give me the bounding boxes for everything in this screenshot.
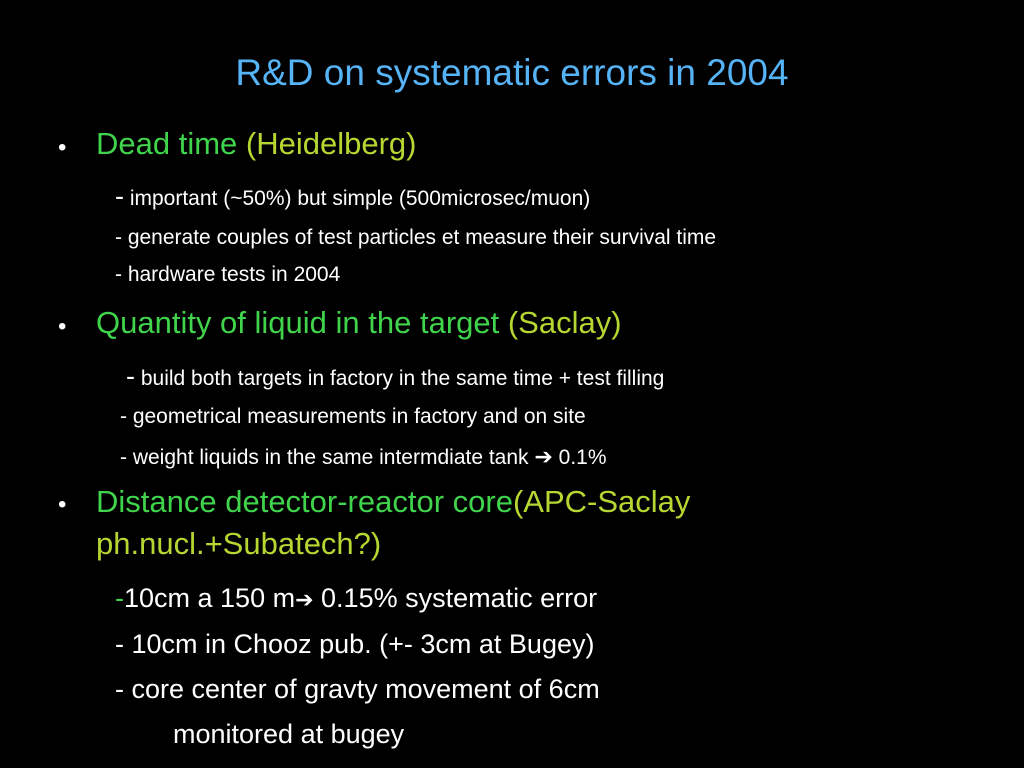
bullet-dead-time xyxy=(96,126,417,162)
bullet-heading: Distance detector-reactor core xyxy=(96,484,513,519)
bullet-lab: (APC-Saclay xyxy=(512,484,691,519)
sub-text: important (~50%) but simple (500microsec/muon) xyxy=(124,187,591,210)
sub-text: build both targets in factory in the same time + test filling xyxy=(135,367,665,390)
arrow-icon: ➔ xyxy=(534,444,553,469)
bullet-heading: Quantity of liquid in the target xyxy=(96,305,500,340)
sub-item: monitored at bugey xyxy=(173,719,405,749)
bullet-heading: Dead time xyxy=(96,126,238,161)
sub-text: 10cm a 150 m xyxy=(124,583,296,613)
sub-text: - weight liquids in the same intermdiate tank xyxy=(120,446,535,469)
sub-text: 0.1% xyxy=(552,446,607,469)
sub-item: - hardware tests in 2004 xyxy=(115,263,341,286)
sub-item xyxy=(120,444,607,470)
sub-text: 0.15% systematic error xyxy=(313,583,598,613)
sub-item xyxy=(115,583,597,614)
sub-item: - core center of gravty movement of 6cm xyxy=(115,674,600,704)
bullet-lab: (Saclay) xyxy=(499,305,622,340)
bullet-lab-continued: ph.nucl.+Subatech?) xyxy=(96,526,382,561)
sub-dash: - xyxy=(126,361,135,391)
sub-dash: - xyxy=(115,181,124,211)
sub-dash: - xyxy=(115,583,124,613)
bullet-marker: • xyxy=(58,313,67,340)
slide-title: R&D on systematic errors in 2004 xyxy=(235,52,789,93)
bullet-lab: (Heidelberg) xyxy=(237,126,417,161)
sub-item: - 10cm in Chooz pub. (+- 3cm at Bugey) xyxy=(115,629,595,659)
sub-item: - geometrical measurements in factory and on site xyxy=(120,405,586,428)
bullet-liquid-quantity xyxy=(96,305,622,341)
bullet-marker: • xyxy=(58,491,67,518)
bullet-distance xyxy=(96,484,690,520)
sub-item xyxy=(115,181,590,212)
bullet-marker: • xyxy=(58,134,67,161)
sub-item: - generate couples of test particles et measure their survival time xyxy=(115,226,717,249)
arrow-icon: ➔ xyxy=(295,587,314,612)
sub-item xyxy=(126,361,664,392)
